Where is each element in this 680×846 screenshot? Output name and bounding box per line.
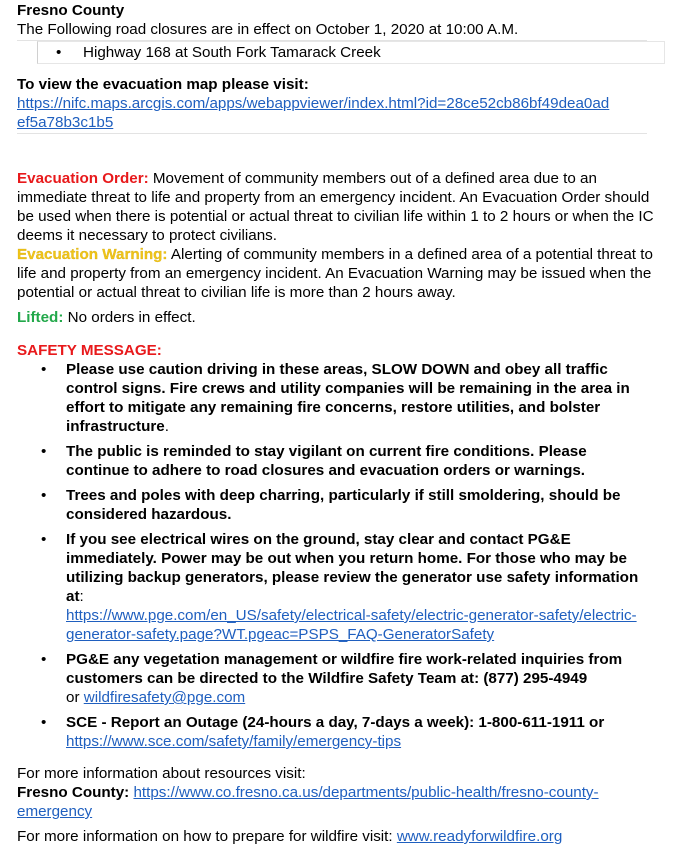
safety-heading: SAFETY MESSAGE: bbox=[17, 342, 162, 359]
readyforwildfire-link[interactable]: www.readyforwildfire.org bbox=[396, 828, 563, 845]
list-item: • The public is reminded to stay vigilant on current fire conditions. Please continue to adhere to road closures and evacuation orders or warnings. bbox=[41, 443, 587, 479]
sce-emergency-tips-link[interactable]: https://www.sce.com/safety/family/emergency-tips bbox=[66, 733, 402, 750]
evac-map-heading: To view the evacuation map please visit: bbox=[17, 76, 309, 93]
list-item: • If you see electrical wires on the ground, stay clear and contact PG&E immediately. Power may be out when you return home. For those who may be utilizing backup generators, please review the generator use safety information at: https://www.pge.com/en_US/safety/electrical-safety/electric-generator-safety/electric- generator-safety.page?WT.pgeac=PSPS_FAQ-GeneratorSafety bbox=[41, 531, 639, 643]
pge-generator-safety-link[interactable]: https://www.pge.com/en_US/safety/electrical-safety/electric-generator-safety/electric- generator-safety.page?WT.pgeac=PSPS_FAQ-GeneratorSafety bbox=[66, 607, 637, 643]
fresno-resources bbox=[17, 783, 680, 821]
footer bbox=[17, 764, 680, 846]
prepare-text: For more information on how to prepare for wildfire visit: www.readyforwildfire.org bbox=[17, 828, 563, 845]
bullet-icon: • bbox=[41, 651, 47, 668]
evacuation-warning-label: Evacuation Warning: bbox=[17, 246, 168, 263]
fresno-label: Fresno County: bbox=[17, 784, 130, 801]
evac-map-section bbox=[17, 75, 680, 134]
bullet-icon: • bbox=[41, 531, 47, 548]
list-item: • SCE - Report an Outage (24-hours a day, 7-days a week): 1-800-611-1911 or https://www.sce.com/safety/family/emergency-tips bbox=[41, 714, 605, 750]
fresno-county-link[interactable]: https://www.co.fresno.ca.us/departments/public-health/fresno-county- emergency bbox=[17, 784, 599, 820]
evacuation-order-label: Evacuation Order: bbox=[17, 170, 149, 187]
evacuation-warning-definition: Evacuation Warning: Alerting of community members in a defined area of a potential threat to life and property from an emergency incident. An Evacuation Warning may be issued when the potential or actual threat to civilian life is more than 2 hours away. bbox=[17, 246, 653, 301]
closure-list bbox=[37, 41, 665, 64]
divider bbox=[17, 133, 647, 134]
closure-intro: The Following road closures are in effect on October 1, 2020 at 10:00 A.M. bbox=[17, 21, 519, 38]
bullet-icon: • bbox=[41, 487, 47, 504]
safety-section bbox=[17, 341, 680, 751]
evacuation-order-definition: Evacuation Order: Movement of community members out of a defined area due to an immediate threat to life and property from an emergency incident. An Evacuation Order should be used when there is potential or actual threat to civilian life within 1 to 2 hours or when the IC deems it necessary to protect civilians. bbox=[17, 170, 654, 244]
resources-text: For more information about resources visit: bbox=[17, 765, 306, 782]
county-title: Fresno County bbox=[17, 2, 125, 19]
list-item: • PG&E any vegetation management or wildfire fire work-related inquiries from customers can be directed to the Wildfire Safety Team at: (877) 295-4949 or wildfiresafety@pge.com bbox=[41, 651, 623, 706]
bullet-icon: • bbox=[56, 44, 62, 61]
bullet-icon: • bbox=[41, 443, 47, 460]
bullet-icon: • bbox=[41, 361, 47, 378]
list-item: • Please use caution driving in these areas, SLOW DOWN and obey all traffic control signs. Fire crews and utility companies will be remaining in the area in effort to mitigate any remaining fire concerns, restore utilities, and bolster infrastructure. bbox=[41, 361, 630, 435]
definitions bbox=[17, 169, 680, 327]
closure-item: Highway 168 at South Fork Tamarack Creek bbox=[83, 44, 381, 61]
evac-map-link[interactable]: https://nifc.maps.arcgis.com/apps/webappviewer/index.html?id=28ce52cb86bf49dea0ad ef5a78b3c1b5 bbox=[17, 95, 610, 131]
bullet-icon: • bbox=[41, 714, 47, 731]
list-item: • Trees and poles with deep charring, particularly if still smoldering, should be considered hazardous. bbox=[41, 487, 621, 523]
lifted-label: Lifted: bbox=[17, 309, 64, 326]
safety-list bbox=[17, 360, 642, 751]
wildfire-safety-email-link[interactable]: wildfiresafety@pge.com bbox=[83, 689, 246, 706]
lifted-definition: Lifted: No orders in effect. bbox=[17, 309, 196, 326]
